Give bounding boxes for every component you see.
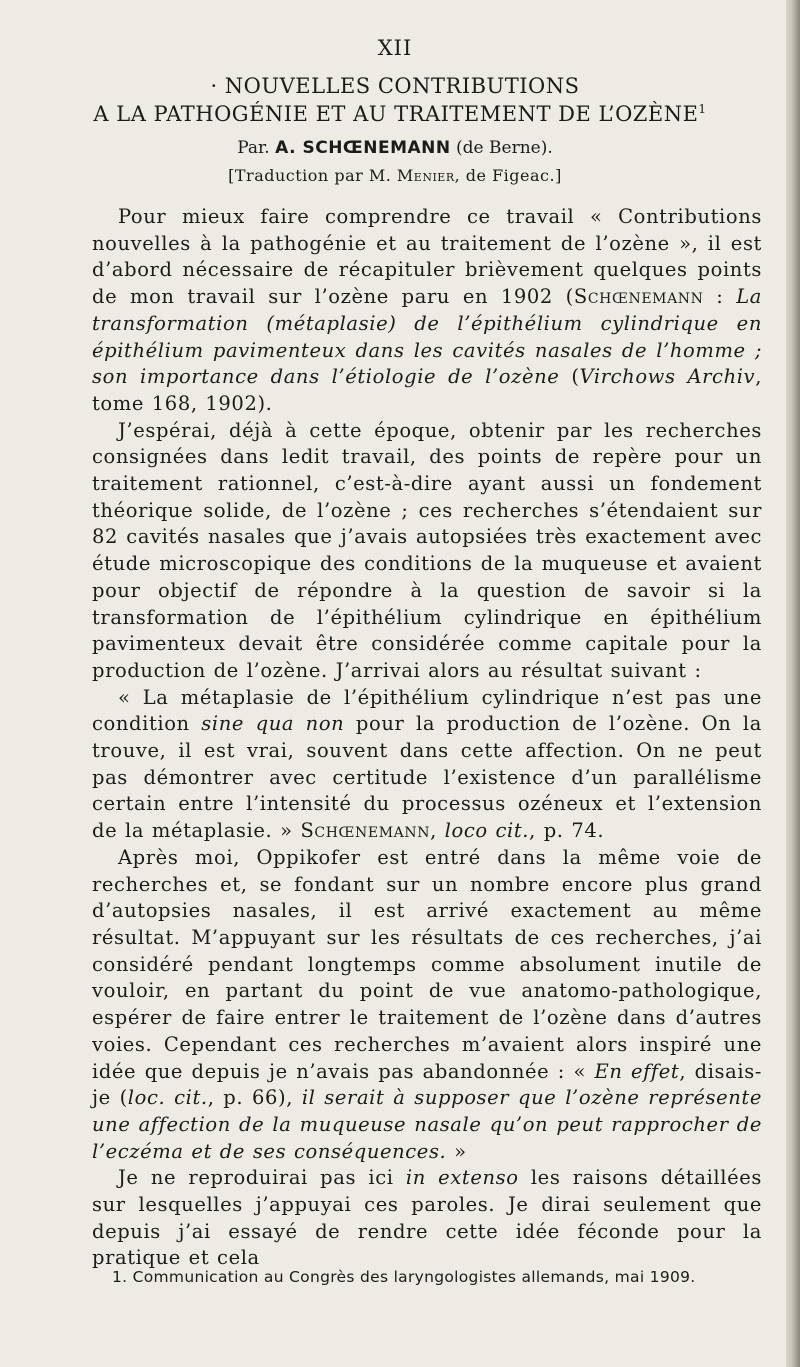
p5-text-b: les raisons détaillées sur lesquelles j’appuyai ces paroles. Je dirai seulement que depuis j’ai essayé de rendre cette idée féconde pour la pratique et cela xyxy=(92,1166,762,1270)
p1-text-b: : xyxy=(703,285,737,309)
footnote: 1. Communication au Congrès des laryngologistes allemands, mai 1909. xyxy=(112,1268,696,1286)
byline-prefix: Par. xyxy=(237,138,270,158)
p4-italic-1: En effet xyxy=(594,1059,680,1083)
p1-text-d: , tome 168, 1902). xyxy=(92,365,762,415)
p5-italic: in extenso xyxy=(405,1166,519,1190)
body-text xyxy=(92,204,762,1272)
p3-text-a: « La métaplasie de l’épithélium cylindrique n’est pas une condition xyxy=(92,685,762,736)
p3-text-b: pour la production de l’ozène. On la trouve, il est vrai, souvent dans cette affection. On ne peut pas démontrer avec certitude l’existence d’un parallélisme certain entre l’intensité du processus ozéneux et l’extension de la métaplasie. » xyxy=(92,712,762,843)
p3-author: Schœnemann xyxy=(300,819,431,843)
paragraph-4 xyxy=(92,845,762,1165)
title-line-1: · NOUVELLES CONTRIBUTIONS xyxy=(210,74,580,98)
translation-suffix: , de Figeac.] xyxy=(454,166,562,185)
paragraph-5 xyxy=(92,1165,762,1272)
byline-suffix: (de Berne). xyxy=(456,138,553,158)
page-edge xyxy=(786,0,800,1367)
paragraph-1 xyxy=(92,204,762,418)
p4-text-d: » xyxy=(446,1139,467,1163)
byline xyxy=(0,138,790,158)
translation-note xyxy=(0,166,790,185)
title-footnote-mark: 1 xyxy=(698,102,707,116)
p3-text-c: , xyxy=(430,819,445,843)
p1-text-a: Pour mieux faire comprendre ce travail « Contributions nouvelles à la pathogénie et au traitement de l’ozène », il est d’abord nécessaire de récapituler brièvement quelques points de mon travail sur l’ozène paru en 1902 ( xyxy=(92,205,762,309)
p3-loc: loco cit. xyxy=(444,819,530,843)
byline-author: A. SCHŒNEMANN xyxy=(275,138,451,158)
p4-text-b: , disais-je ( xyxy=(92,1059,762,1110)
chapter-number: XII xyxy=(377,36,413,60)
p4-italic-2: il serait à supposer que l’ozène représente une affection de la muqueuse nasale qu’on peut rapprocher de l’eczéma et de ses conséquences. xyxy=(92,1086,762,1163)
title-line-2-text: A LA PATHOGÉNIE ET AU TRAITEMENT DE L’OZÈNE xyxy=(93,102,699,126)
p1-text-c: ( xyxy=(559,365,580,389)
p1-title: La transformation (métaplasie) de l’épithélium cylindrique en épithélium pavimenteux dans les cavités nasales de l’homme ; son importance dans l’étiologie de l’ozène xyxy=(92,285,762,389)
p4-text-c: , p. 66), xyxy=(207,1086,302,1110)
p4-loc: loc. cit. xyxy=(127,1086,208,1110)
p1-author: Schœnemann xyxy=(573,285,704,309)
p3-text-d: , p. 74. xyxy=(529,819,605,843)
p4-text-a: Après moi, Oppikofer est entré dans la même voie de recherches et, se fondant sur un nombre encore plus grand d’autopsies nasales, il est arrivé exactement au même résultat. M’appuyant sur les résultats de ces recherches, j’ai considéré pendant longtemps comme absolument inutile de vouloir, en partant du point de vue anatomo-pathologique, espérer de faire entrer le traitement de l’ozène dans d’autres voies. Cependant ces recherches m’avaient alors inspiré une idée que depuis je n’avais pas abandonnée : « xyxy=(92,845,762,1083)
translation-prefix: [Traduction par M. xyxy=(228,166,392,185)
title-line-2 xyxy=(0,102,800,126)
p1-journal: Virchows Archiv xyxy=(579,365,756,389)
paragraph-2: J’espérai, déjà à cette époque, obtenir par les recherches consignées dans ledit travail, des points de repère pour un traitement rationnel, c’est-à-dire ayant aussi un fondement théorique solide, de l’ozène ; ces recherches s’étendaient sur 82 cavités nasales que j’avais autopsiées très exactement avec étude microscopique des conditions de la muqueuse et avaient pour objectif de répondre à la question de savoir si la transformation de l’épithélium cylindrique en épithélium pavimenteux devait être considérée comme capitale pour la production de l’ozène. J’arrivai alors au résultat suivant : xyxy=(92,418,762,682)
paragraph-3 xyxy=(92,685,762,845)
p3-italic: sine qua non xyxy=(201,712,345,736)
p5-text-a: Je ne reproduirai pas ici xyxy=(118,1166,406,1190)
translator-name: Menier xyxy=(396,166,455,185)
